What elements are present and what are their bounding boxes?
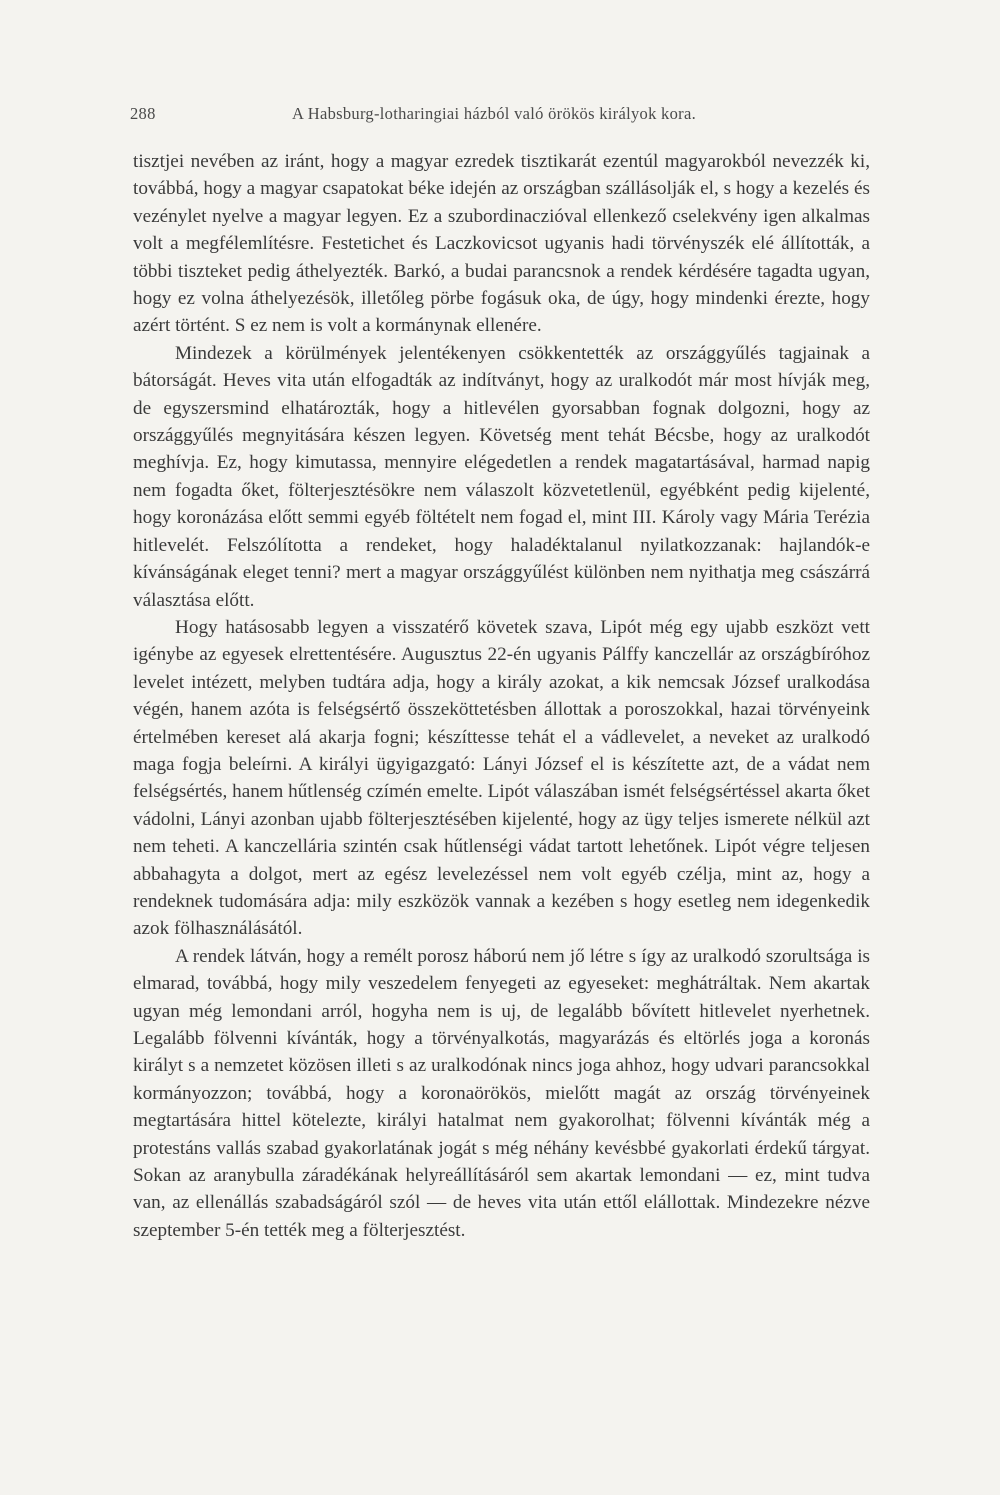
paragraph-3: Hogy hatásosabb legyen a visszatérő követek szava, Lipót még egy ujabb eszközt vett igénybe az egyesek elrettentésére. Augusztus 22-én ugyanis Pálffy kanczellár az országbíróhoz levelet intézett, melyben tudtára adja, hogy a király azokat, a kik nemcsak József uralkodása végén, hanem azóta is felségsértő összeköttetésben állottak a poroszokkal, hazai törvényeink értelmében kereset alá akarja fogni; készíttesse tehát el a vádlevelet, a neveket az uralkodó maga fogja beleírni. A királyi ügyigazgató: Lányi József el is készítette azt, de a vádat nem felségsértés, hanem hűtlenség czímén emelte. Lipót válaszában ismét felségsértéssel akarta őket vádolni, Lányi azonban ujabb fölterjesztésében kijelenté, hogy az ügy teljes ismerete nélkül azt nem teheti. A kanczellária szintén csak hűtlenségi vádat tartott lehetőnek. Lipót végre teljesen abbahagyta a dolgot, mert az egész levelezéssel nem volt egyéb czélja, mint az, hogy a rendeknek tudomására adja: mily eszközök vannak a kezében s hogy esetleg nem idegenkedik azok fölhasználásától. [133,616,870,940]
body-text [133,148,870,1244]
paragraph-1: tisztjei nevében az iránt, hogy a magyar ezredek tisztikarát ezentúl magyarokból nevezzék ki, továbbá, hogy a magyar csapatokat béke idején az országban szállásolják el, s hogy a kezelés és vezénylet nyelve a magyar legyen. Ez a szubordinaczióval ellenkező cselekvény igen alkalmas volt a megfélemlítésre. Festetichet és Laczkovicsot ugyanis hadi törvényszék elé állították, a többi tiszteket pedig áthelyezték. Barkó, a budai parancsnok a rendek kérdésére tagadta ugyan, hogy ez volna áthelyezésök, illetőleg pörbe fogásuk oka, de úgy, hogy mindenki érezte, hogy azért történt. S ez nem is volt a kormánynak ellenére. [133,151,870,337]
page-number: 288 [130,104,156,123]
page-header [130,104,870,128]
paragraph-2: Mindezek a körülmények jelentékenyen csökkentették az országgyűlés tagjainak a bátorságát. Heves vita után elfogadták az indítványt, hogy az uralkodót már most hívják meg, de egyszersmind elhatározták, hogy a hitlevélen gyorsabban fognak dolgozni, hogy az országgyűlés megnyitására készen legyen. Követség ment tehát Bécsbe, hogy az uralkodót meghívja. Ez, hogy kimutassa, mennyire elégedetlen a rendek magatartásával, harmad napig nem fogadta őket, fölterjesztésökre nem válaszolt közvetetlenül, egyébként pedig kijelenté, hogy koronázása előtt semmi egyéb föltételt nem fogad el, mint III. Károly vagy Mária Terézia hitlevelét. Felszólította a rendeket, hogy haladéktalanul nyilatkozzanak: hajlandók-e kívánságának eleget tenni? mert a magyar országgyűlést különben nem nyithatja meg császárrá választása előtt. [133,342,870,611]
paragraph-4: A rendek látván, hogy a remélt porosz háború nem jő létre s így az uralkodó szorultsága is elmarad, továbbá, hogy mily veszedelem fenyegeti az egyeseket: meghátráltak. Nem akartak ugyan még lemondani arról, hogyha nem is uj, de legalább bővített hitlevelet nyerhetnek. Legalább fölvenni kívánták, hogy a törvényalkotás, magyarázás és eltörlés joga a koronás királyt s a nemzetet közösen illeti s az uralkodónak nincs joga ahhoz, hogy udvari parancsokkal kormányozzon; továbbá, hogy a koronaörökös, mielőtt magát az ország törvényeinek megtartására hittel kötelezte, királyi hatalmat nem gyakorolhat; fölvenni kívánták még a protestáns vallás szabad gyakorlatának jogát s még néhány kevésbbé gyakorlati érdekű tárgyat. Sokan az aranybulla záradékának helyreállításáról sem akartak lemondani — ez, mint tudva van, az ellenállás szabadságáról szól — de heves vita után ettől elállottak. Mindezekre nézve szeptember 5-én tették meg a fölterjesztést. [133,945,870,1241]
running-title: A Habsburg-lotharingiai házból való örökös királyok kora. [292,104,697,123]
